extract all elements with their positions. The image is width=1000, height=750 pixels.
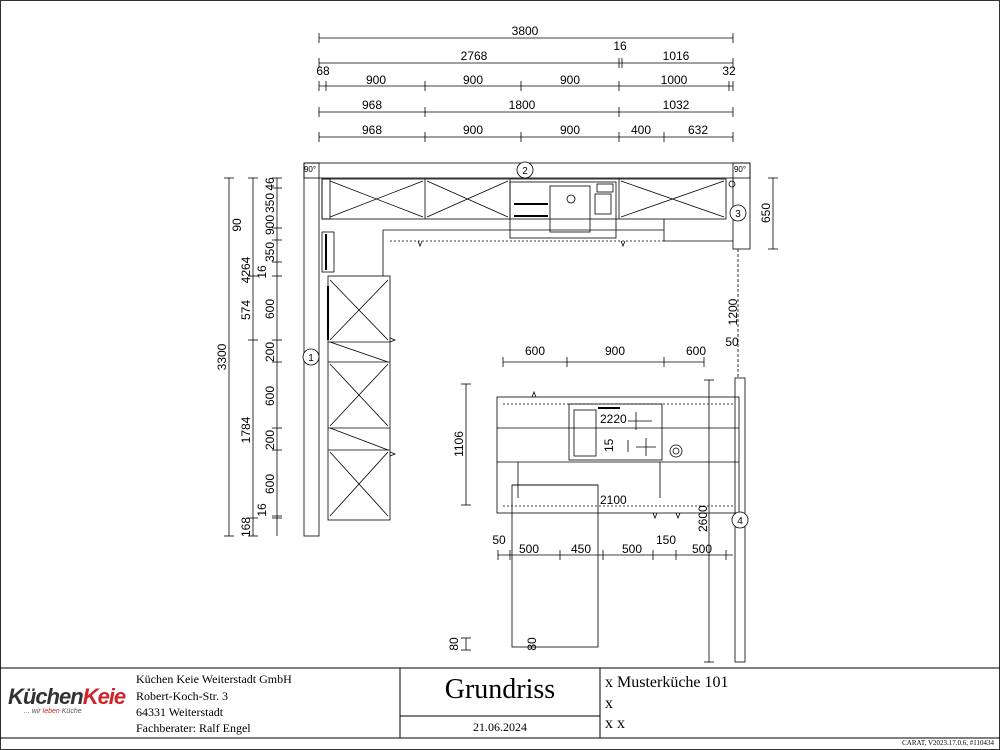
dim-label: 2100: [600, 493, 627, 507]
dim-label: 900: [559, 123, 581, 137]
dim-label: 900: [559, 73, 581, 87]
top-dimension-labels: [316, 24, 736, 137]
dim-label: 900: [462, 123, 484, 137]
dim-label: 68: [316, 64, 330, 78]
island-dimension-labels: [447, 344, 712, 651]
project-line-2: x: [605, 695, 613, 712]
dim-label: 32: [722, 64, 736, 78]
dim-label: 968: [361, 98, 383, 112]
dim-label: 600: [524, 344, 546, 358]
dim-label: 900: [365, 73, 387, 87]
dim-label: 900: [462, 73, 484, 87]
dim-label: 650: [759, 202, 773, 224]
dim-label: 600: [263, 385, 277, 407]
advisor: Fachberater: Ralf Engel: [136, 721, 251, 735]
dim-label: 400: [630, 123, 652, 137]
top-cabinet-run: [322, 179, 735, 276]
dim-label: 574: [239, 299, 253, 321]
dim-label: 2220: [600, 412, 627, 426]
dim-label: 600: [263, 298, 277, 320]
dim-label: 900: [604, 344, 626, 358]
dim-label: 200: [263, 429, 277, 451]
project-line-3: x x: [605, 715, 625, 732]
dim-label: 350: [263, 192, 277, 214]
dim-label: 1800: [508, 98, 536, 112]
dim-label: 50: [725, 335, 739, 349]
dim-label: 968: [361, 123, 383, 137]
sheet-border: [1, 1, 1000, 750]
dim-label: 1032: [662, 98, 690, 112]
company-logo-tagline: ... wir leben Küche: [24, 708, 82, 715]
angle-label: 90°: [303, 165, 317, 174]
dim-left-total: 3300: [215, 343, 229, 371]
drawing-date: 21.06.2024: [473, 720, 527, 734]
right-dimension-labels: [725, 203, 773, 349]
dim-label: 150: [655, 533, 677, 547]
dim-label: 80: [525, 637, 539, 651]
dim-label: 1784: [239, 416, 253, 444]
dim-label: 168: [239, 516, 253, 538]
wall-number: 3: [735, 209, 741, 220]
dim-label: 16: [613, 39, 627, 53]
dim-label: 1000: [660, 73, 688, 87]
dim-label: 632: [687, 123, 709, 137]
dim-top-total: 3800: [511, 24, 539, 38]
dim-label: 50: [492, 533, 506, 547]
angle-label: 90°: [733, 165, 747, 174]
dim-label: 450: [570, 542, 592, 556]
dim-label: 500: [691, 542, 713, 556]
dim-label: 15: [602, 438, 616, 452]
dim-label: 2600: [696, 505, 710, 532]
dim-label: 1016: [662, 49, 690, 63]
bottom-dimension-lines: [461, 380, 733, 662]
drawing-title: Grundriss: [444, 674, 556, 705]
left-dimension-labels: [215, 177, 277, 537]
dim-label: 200: [263, 341, 277, 363]
dim-label: 80: [447, 637, 461, 651]
dim-label: 4264: [239, 256, 253, 284]
dim-label: 500: [621, 542, 643, 556]
dim-label: 16: [255, 265, 269, 279]
dim-label: 600: [263, 473, 277, 495]
dim-label: 1200: [726, 298, 740, 326]
dim-label: 16: [255, 503, 269, 517]
dim-label: 2768: [460, 49, 488, 63]
dim-label: 350: [263, 241, 277, 263]
project-name: x Musterküche 101: [605, 674, 729, 691]
dim-label: 500: [518, 542, 540, 556]
dim-label: 900: [263, 214, 277, 236]
company-name: Küchen Keie Weiterstadt GmbH: [136, 672, 292, 686]
table: [512, 485, 598, 647]
wall-number: 4: [737, 516, 743, 527]
wall-number: 2: [522, 166, 528, 177]
dim-label: 46: [263, 177, 277, 191]
software-version: CARAT, V2023.17.0.6, #110434: [902, 739, 994, 747]
dim-label: 90: [230, 218, 244, 232]
company-city: 64331 Weiterstadt: [136, 705, 224, 719]
company-street: Robert-Koch-Str. 3: [136, 689, 228, 703]
company-logo: KüchenKeie: [8, 684, 126, 709]
dim-label: 600: [685, 344, 707, 358]
dim-island-depth: 1106: [452, 431, 466, 457]
wall-number: 1: [308, 353, 314, 364]
